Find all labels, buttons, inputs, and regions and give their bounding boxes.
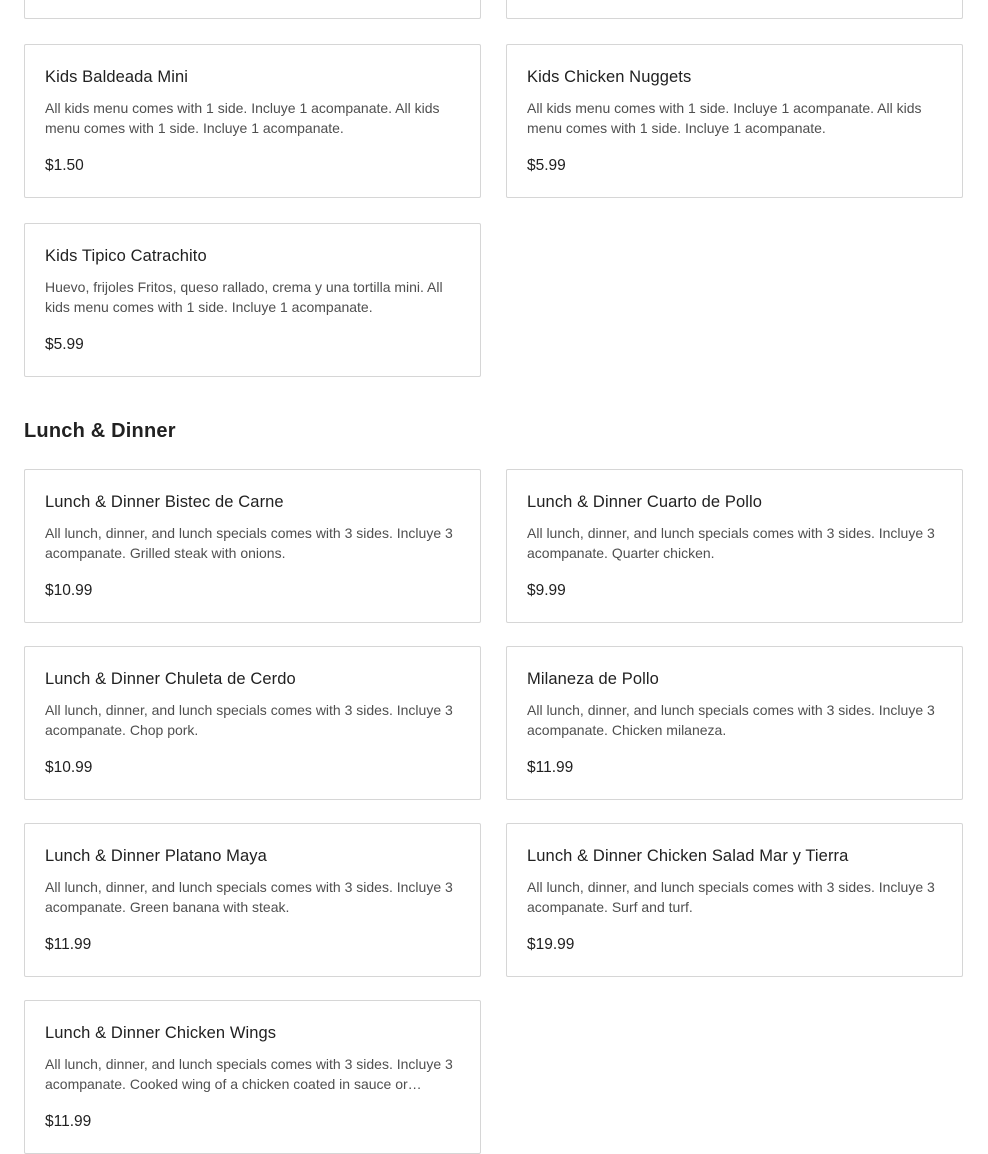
- menu-item-description: All lunch, dinner, and lunch specials comes with 3 sides. Incluye 3 acompanate. Chicken milaneza.: [527, 702, 935, 738]
- menu-item-card[interactable]: [506, 646, 963, 800]
- menu-item-title: Kids Tipico Catrachito: [45, 247, 207, 265]
- menu-item-card[interactable]: [24, 44, 481, 198]
- menu-item-title: Lunch & Dinner Chicken Salad Mar y Tierra: [527, 847, 849, 865]
- menu-item-title: Lunch & Dinner Chuleta de Cerdo: [45, 670, 296, 688]
- menu-item-card[interactable]: [24, 1000, 481, 1154]
- menu-item-description: All lunch, dinner, and lunch specials comes with 3 sides. Incluye 3 acompanate. Green banana with steak.: [45, 879, 453, 915]
- menu-item-card[interactable]: [506, 823, 963, 977]
- menu-item-card[interactable]: [24, 823, 481, 977]
- menu-item-title: Lunch & Dinner Cuarto de Pollo: [527, 493, 763, 511]
- menu-item-price: $10.99: [45, 759, 93, 776]
- menu-item-title: Kids Chicken Nuggets: [527, 68, 692, 86]
- menu-item-card[interactable]: [24, 469, 481, 623]
- menu-item-card-partial[interactable]: [24, 0, 481, 19]
- lunch-dinner-section: [24, 420, 963, 1154]
- menu-item-card[interactable]: [506, 44, 963, 198]
- menu-item-price: $11.99: [527, 759, 574, 776]
- menu-item-description: All lunch, dinner, and lunch specials comes with 3 sides. Incluye 3 acompanate. Surf and turf.: [527, 879, 935, 915]
- menu-item-card[interactable]: [506, 469, 963, 623]
- menu-item-title: Milaneza de Pollo: [527, 670, 659, 688]
- menu-item-description: All lunch, dinner, and lunch specials comes with 3 sides. Incluye 3 acompanate. Quarter chicken.: [527, 525, 935, 561]
- menu-item-description: All kids menu comes with 1 side. Incluye 1 acompanate. All kids menu comes with 1 side. Incluye 1 acompanate.: [45, 100, 440, 136]
- menu-item-title: Lunch & Dinner Chicken Wings: [45, 1024, 277, 1042]
- lunch-dinner-items-grid: [24, 469, 963, 1154]
- kids-section: [24, 0, 963, 377]
- menu-item-card[interactable]: [24, 223, 481, 377]
- menu-item-description: All lunch, dinner, and lunch specials comes with 3 sides. Incluye 3 acompanate. Chop pork.: [45, 702, 453, 738]
- menu-item-description: All lunch, dinner, and lunch specials comes with 3 sides. Incluye 3 acompanate. Grilled steak with onions.: [45, 525, 453, 561]
- section-heading-lunch-dinner: Lunch & Dinner: [24, 420, 176, 442]
- menu-item-description: All kids menu comes with 1 side. Incluye 1 acompanate. All kids menu comes with 1 side. Incluye 1 acompanate.: [527, 100, 922, 136]
- menu-item-price: $5.99: [45, 336, 84, 353]
- menu-item-price: $10.99: [45, 582, 93, 599]
- menu-item-title: Kids Baldeada Mini: [45, 68, 189, 86]
- kids-items-grid: [24, 44, 963, 377]
- menu-item-card[interactable]: [24, 646, 481, 800]
- menu-item-price: $1.50: [45, 157, 84, 174]
- menu-item-price: $5.99: [527, 157, 566, 174]
- menu-item-price: $11.99: [45, 936, 92, 953]
- menu-item-title: Lunch & Dinner Bistec de Carne: [45, 493, 284, 511]
- menu-item-card-partial[interactable]: [506, 0, 963, 19]
- menu-item-price: $11.99: [45, 1113, 92, 1130]
- menu-item-description: Huevo, frijoles Fritos, queso rallado, crema y una tortilla mini. All kids menu comes with 1 side. Incluye 1 acompanate.: [45, 279, 443, 315]
- kids-items-grid: [24, 0, 963, 19]
- menu-item-price: $9.99: [527, 582, 566, 599]
- menu-item-description: All lunch, dinner, and lunch specials comes with 3 sides. Incluye 3 acompanate. Cooked wing of a chicken coated in sauce or…: [45, 1056, 453, 1092]
- menu-item-title: Lunch & Dinner Platano Maya: [45, 847, 267, 865]
- menu-item-price: $19.99: [527, 936, 575, 953]
